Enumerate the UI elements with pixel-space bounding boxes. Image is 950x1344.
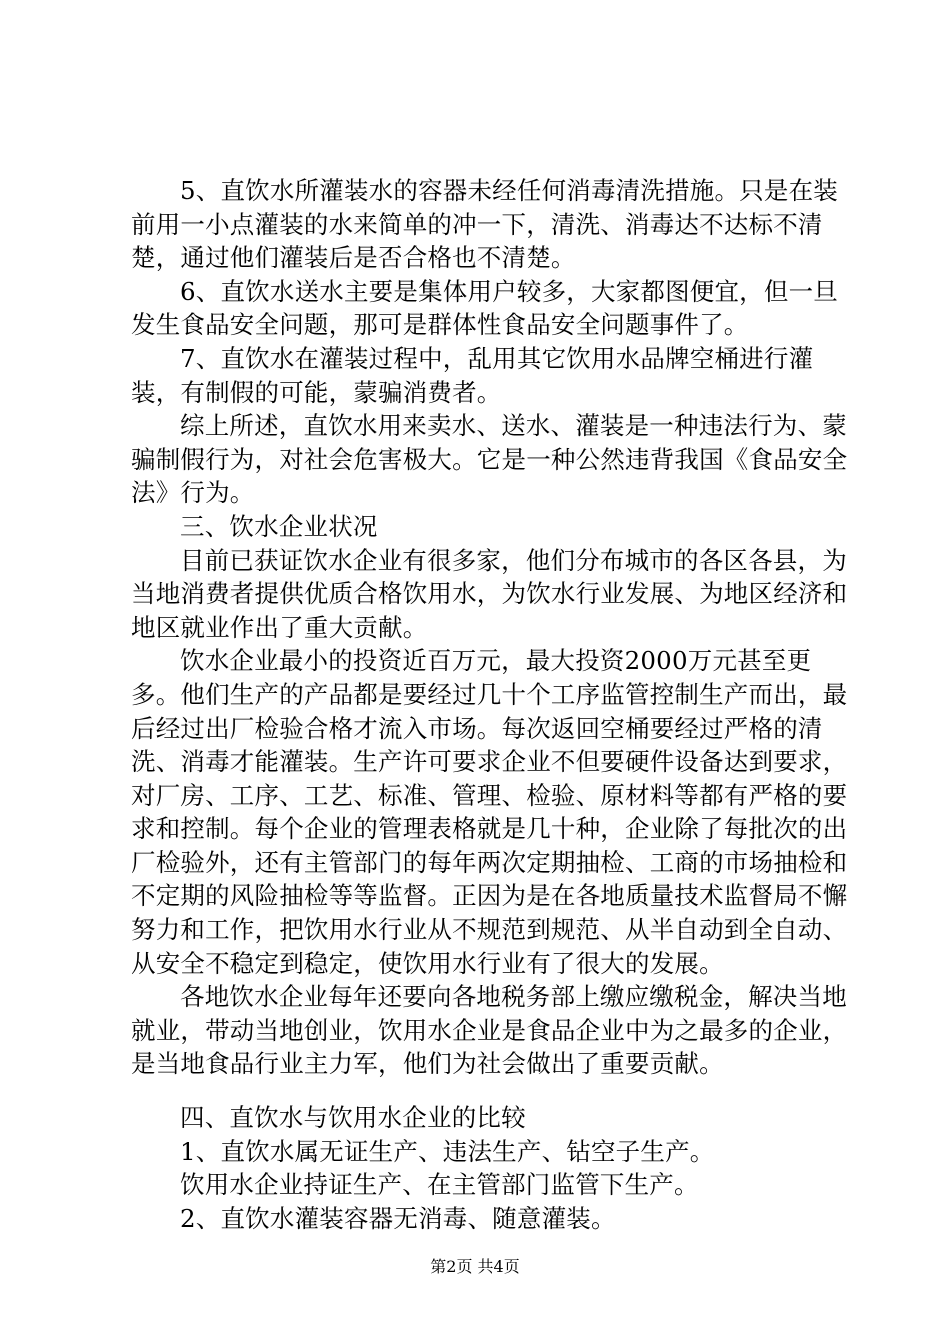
- comparison-item-2: 2、直饮水灌装容器无消毒、随意灌装。: [180, 1203, 616, 1233]
- comparison-item-1-counterpart: 饮用水企业持证生产、在主管部门监管下生产。: [180, 1170, 699, 1200]
- section-heading-3: 三、饮水企业状况: [180, 511, 378, 541]
- paragraph-item-5: 5、直饮水所灌装水的容器未经任何消毒清洗措施。只是在装前用一小点灌装的水来简单的冲一下，清洗、消毒达不达标不清楚，通过他们灌装后是否合格也不清楚。: [131, 176, 838, 273]
- document-body: [131, 174, 851, 1235]
- section-heading-4: 四、直饮水与饮用水企业的比较: [180, 1103, 526, 1133]
- paragraph-gap: [131, 1081, 851, 1101]
- paragraph-item-7: 7、直饮水在灌装过程中，乱用其它饮用水品牌空桶进行灌装，有制假的可能，蒙骗消费者。: [131, 343, 814, 407]
- paragraph-enterprise-status: 目前已获证饮水企业有很多家，他们分布城市的各区各县，为当地消费者提供优质合格饮用水，为饮水行业发展、为地区经济和地区就业作出了重大贡献。: [131, 545, 848, 642]
- paragraph-summary: 综上所述，直饮水用来卖水、送水、灌装是一种违法行为、蒙骗制假行为，对社会危害极大。它是一种公然违背我国《食品安全法》行为。: [131, 411, 848, 508]
- paragraph-investment: 饮水企业最小的投资近百万元，最大投资2000万元甚至更多。他们生产的产品都是要经过几十个工序监管控制生产而出，最后经过出厂检验合格才流入市场。每次返回空桶要经过严格的清洗、消毒才能灌装。生产许可要求企业不但要硬件设备达到要求，对厂房、工序、工艺、标准、管理、检验、原材料等都有严格的要求和控制。每个企业的管理表格就是几十种，企业除了每批次的出厂检验外，还有主管部门的每年两次定期抽检、工商的市场抽检和不定期的风险抽检等等监督。正因为是在各地质量技术监督局不懈努力和工作，把饮用水行业从不规范到规范、从半自动到全自动、从安全不稳定到稳定，使饮用水行业有了很大的发展。: [131, 646, 848, 978]
- page-footer: 第2页 共4页: [430, 1257, 520, 1276]
- paragraph-tax-contribution: 各地饮水企业每年还要向各地税务部上缴应缴税金，解决当地就业，带动当地创业，饮用水企业是食品企业中为之最多的企业，是当地食品行业主力军，他们为社会做出了重要贡献。: [131, 982, 848, 1079]
- paragraph-item-6: 6、直饮水送水主要是集体用户较多，大家都图便宜，但一旦发生食品安全问题，那可是群体性食品安全问题事件了。: [131, 276, 838, 340]
- comparison-item-1: 1、直饮水属无证生产、违法生产、钻空子生产。: [180, 1136, 715, 1166]
